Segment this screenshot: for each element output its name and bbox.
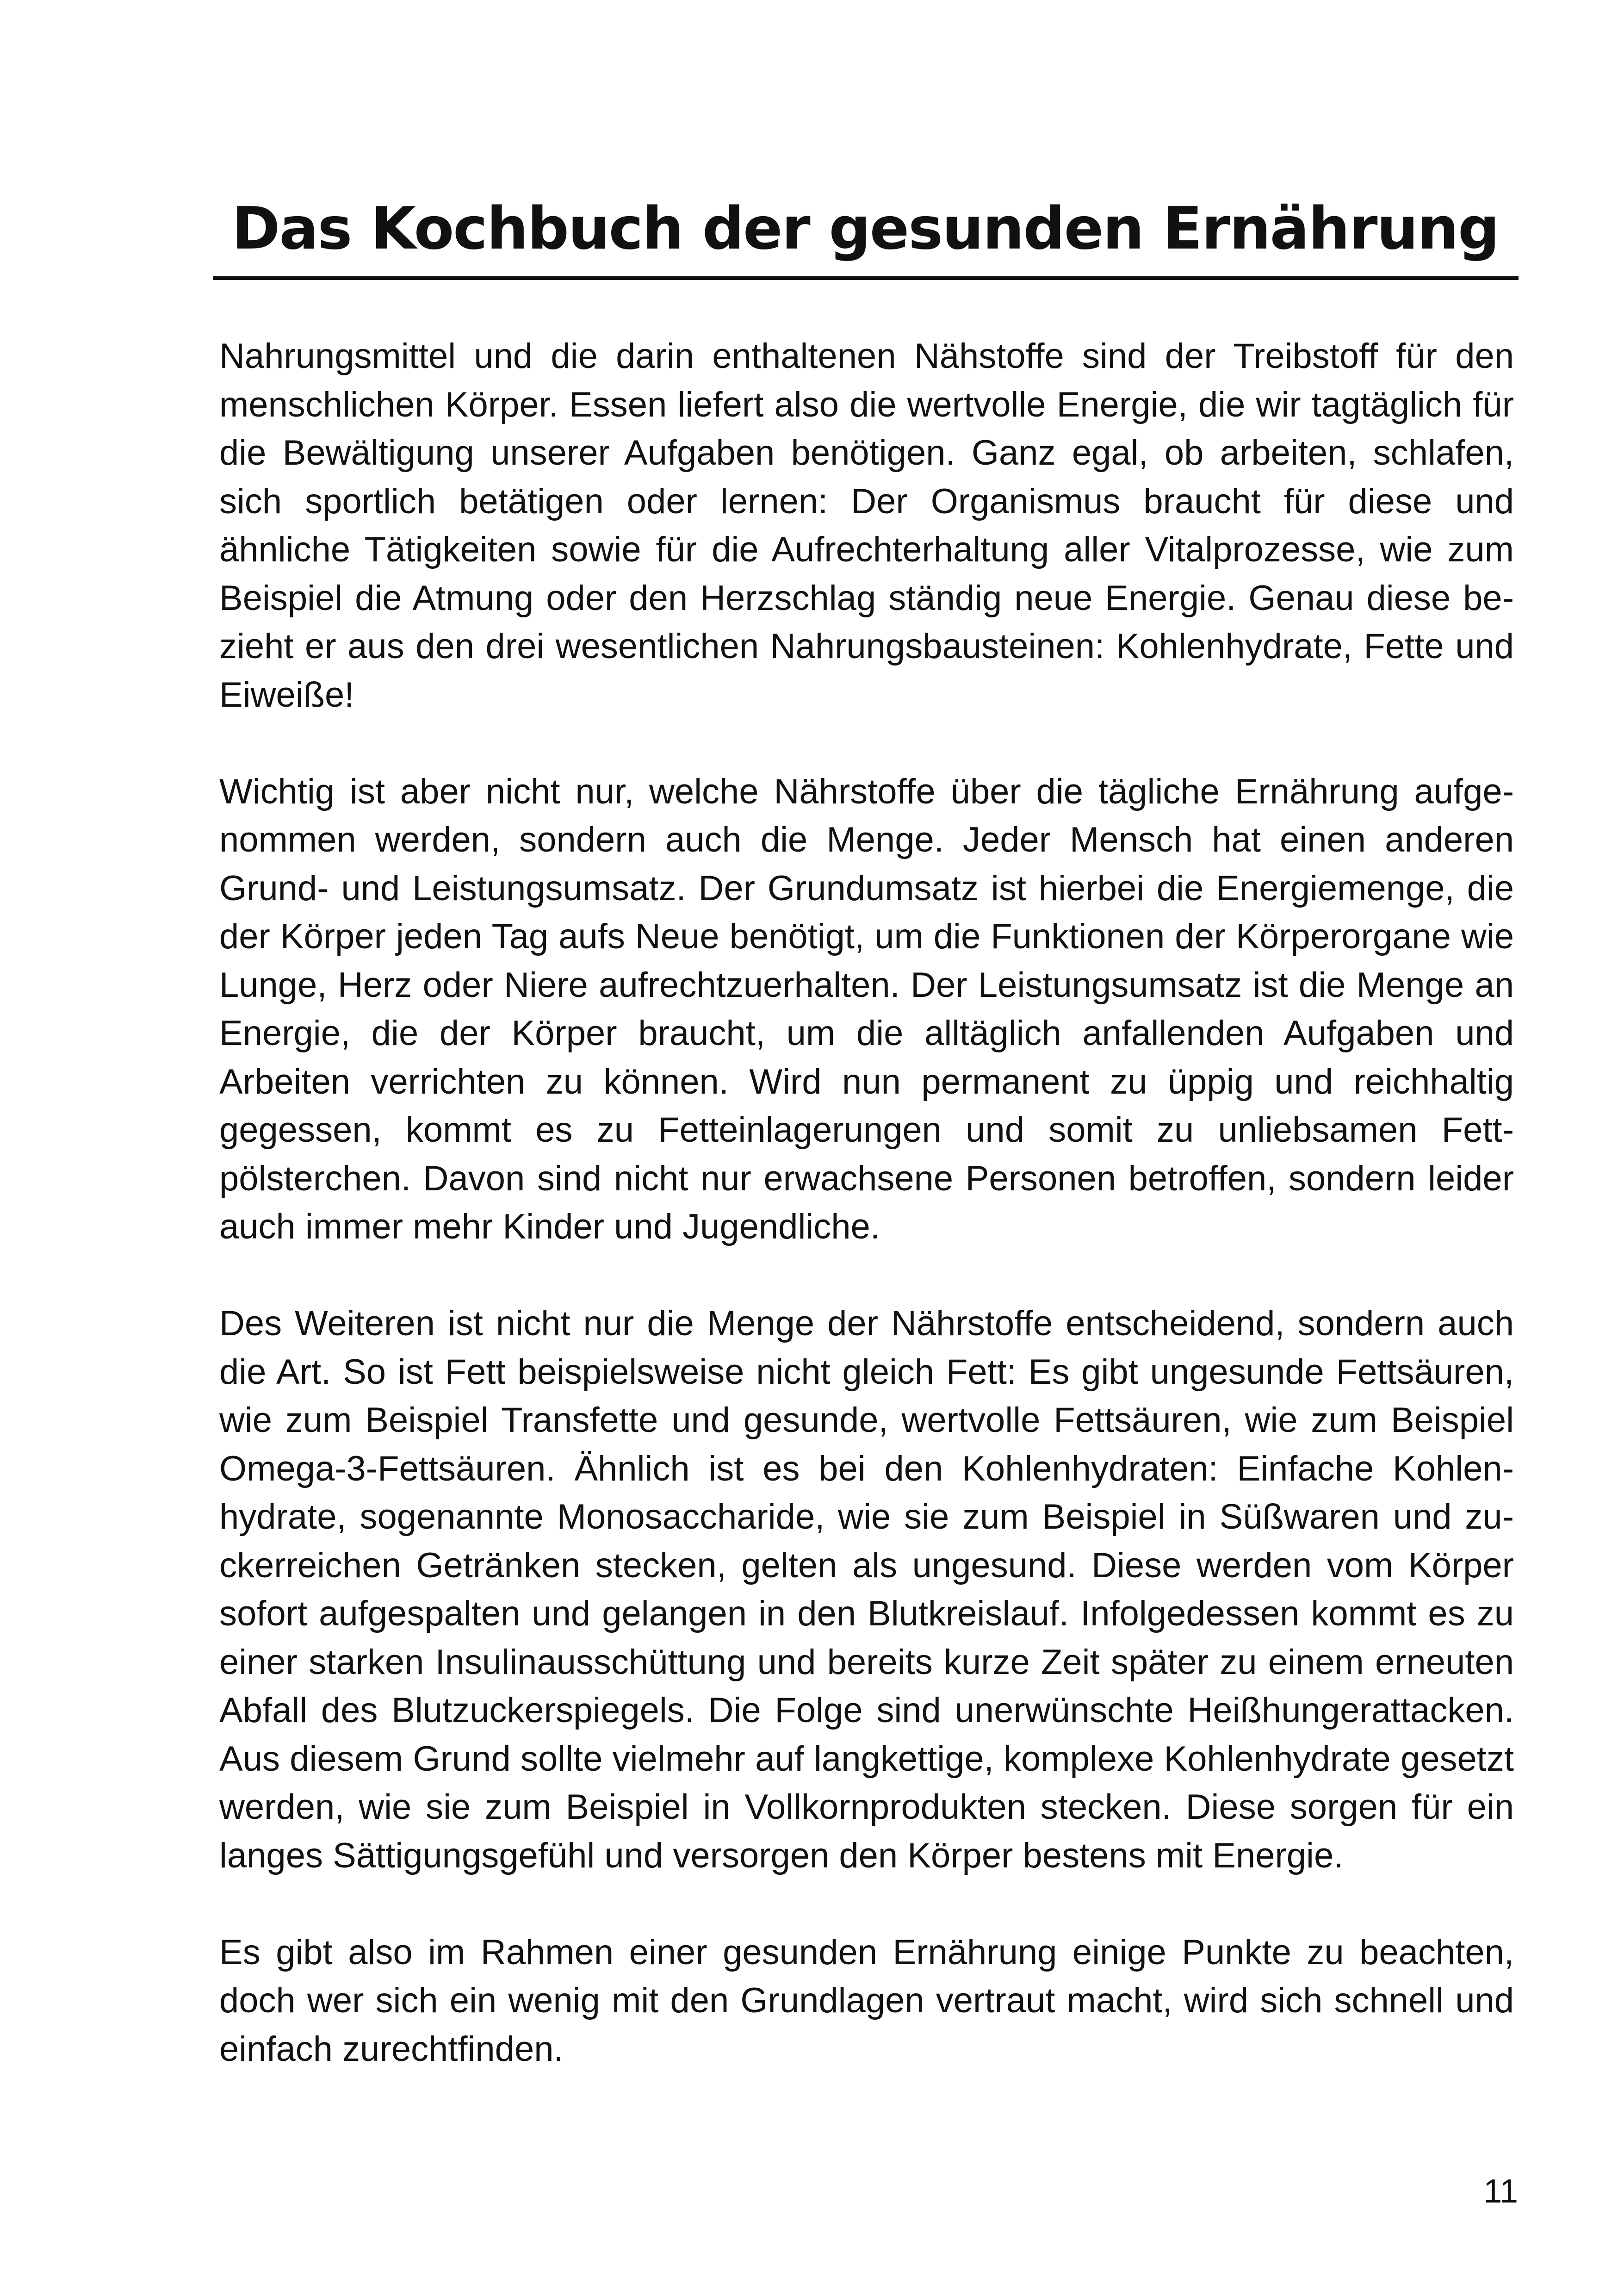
paragraph-2: Wichtig ist aber nicht nur, welche Nährstoffe über die tägliche Ernährung aufgenommen werden, sondern auch die Menge. Jeder Mensch hat einen anderen Grund- und Leistungsumsatz. Der Grundumsatz ist hierbei die Energiemenge, die der Körper jeden Tag aufs Neue benötigt, um die Funktionen der Körperorgane wie Lunge, Herz oder Niere aufrechtzuerhalten. Der Leistungsumsatz ist die Menge an Energie, die der Körper braucht, um die alltäglich anfallenden Aufgaben und Arbeiten verrichten zu können. Wird nun permanent zu üppig und reichhaltig gegessen, kommt es zu Fetteinlagerungen und somit zu unliebsamen Fettpölsterchen. Davon sind nicht nur erwachsene Personen betroffen, sondern leider auch immer mehr Kinder und Jugendliche. (219, 772, 1514, 1246)
page-title: Das Kochbuch der gesunden Ernährung (231, 194, 1499, 263)
title-divider (213, 276, 1519, 280)
page-number: 11 (1483, 2173, 1518, 2210)
paragraph-1: Nahrungsmittel und die darin enthaltenen Nähstoffe sind der Treibstoff für den menschlichen Körper. Essen liefert also die wertvolle Energie, die wir tagtäglich für die Bewältigung unserer Aufgaben benötigen. Ganz egal, ob arbeiten, schlafen, sich sportlich betätigen oder lernen: Der Organismus braucht für diese und ähnliche Tätigkeiten sowie für die Aufrechterhaltung aller Vitalprozesse, wie zum Beispiel die Atmung oder den Herzschlag ständig neue Energie. Genau diese bezieht er aus den drei wesentlichen Nahrungsbausteinen: Kohlenhydrate, Fette und Eiweiße! (219, 336, 1514, 715)
paragraph-3: Des Weiteren ist nicht nur die Menge der Nährstoffe entscheidend, sondern auch die Art. So ist Fett beispielsweise nicht gleich Fett: Es gibt ungesunde Fettsäuren, wie zum Beispiel Transfette und gesunde, wertvolle Fettsäuren, wie zum Beispiel Omega-3-Fettsäuren. Ähnlich ist es bei den Kohlenhydraten: Einfache Kohlenhydrate, sogenannte Monosaccharide, wie sie zum Beispiel in Süßwaren und zuckerreichen Getränken stecken, gelten als ungesund. Diese werden vom Körper sofort aufgespalten und gelangen in den Blutkreislauf. Infolgedessen kommt es zu einer starken Insulinausschüttung und bereits kurze Zeit später zu einem erneuten Abfall des Blutzuckerspiegels. Die Folge sind unerwünschte Heißhungerattacken. Aus diesem Grund sollte vielmehr auf langkettige, komplexe Kohlenhydrate gesetzt werden, wie sie zum Beispiel in Vollkornprodukten stecken. Diese sorgen für ein langes Sättigungsgefühl und versorgen den Körper bestens mit Energie. (219, 1304, 1514, 1875)
body-text (219, 332, 1514, 2073)
paragraph-4: Es gibt also im Rahmen einer gesunden Ernährung einige Punkte zu beachten, doch wer sich ein wenig mit den Grundlagen vertraut macht, wird sich schnell und einfach zurechtfinden. (219, 1932, 1514, 2069)
